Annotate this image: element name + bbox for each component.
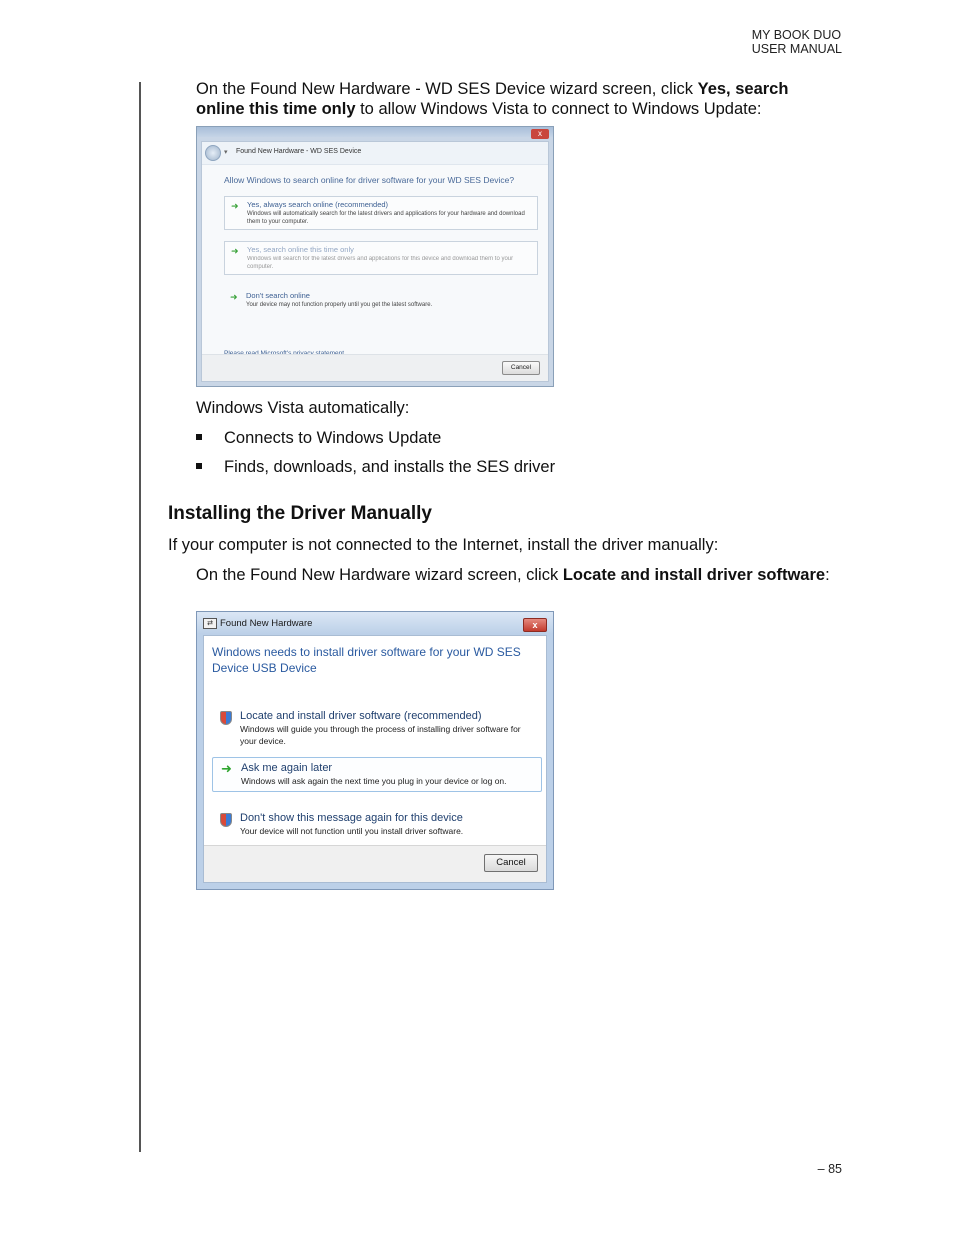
running-header (752, 28, 842, 56)
vista-auto-text: Windows Vista automatically: (196, 399, 410, 417)
page-number: – 85 (817, 1162, 842, 1176)
option-title: Don't search online (246, 291, 310, 300)
option-title: Ask me again later (241, 762, 333, 774)
option-title: Yes, search online this time only (247, 245, 354, 254)
dialog-footer (204, 845, 546, 882)
bullet-text: Finds, downloads, and installs the SES driver (224, 458, 556, 476)
green-arrow-icon: ➜ (231, 246, 239, 256)
dialog-body (201, 141, 549, 382)
option-description: Your device will not function until you install driver software. (240, 826, 464, 836)
back-button-icon[interactable] (205, 145, 221, 161)
option-dont-show[interactable] (212, 808, 542, 841)
header-doc-type: USER MANUAL (751, 42, 842, 56)
bullet-icon (196, 463, 202, 469)
shield-icon (220, 711, 232, 725)
header-product: MY BOOK DUO (751, 28, 842, 42)
option-always-search[interactable] (224, 196, 538, 230)
window-title: Found New Hardware (220, 618, 313, 629)
screenshot-found-new-hardware-dialog (196, 611, 554, 890)
screenshot-search-online-dialog (196, 126, 554, 387)
dialog-body (203, 635, 547, 883)
dropdown-arrow-icon: ▾ (224, 149, 228, 156)
cancel-button[interactable]: Cancel (502, 361, 540, 375)
close-icon[interactable]: x (531, 129, 549, 139)
locate-text: On the Found New Hardware wizard screen, click (196, 566, 563, 584)
window-frame (197, 127, 553, 137)
intro-text: On the Found New Hardware - WD SES Device wizard screen, click (196, 80, 698, 98)
option-search-this-time[interactable] (224, 241, 538, 275)
hardware-icon: ⇄ (203, 618, 217, 629)
bullet-text: Connects to Windows Update (224, 429, 442, 447)
cancel-button[interactable]: Cancel (484, 854, 538, 872)
wizard-title: Found New Hardware - WD SES Device (236, 148, 362, 155)
green-arrow-icon: ➜ (230, 292, 238, 302)
intro-text-end: to allow Windows Vista to connect to Windows Update: (355, 100, 762, 118)
window-titlebar (197, 612, 553, 634)
wizard-question: Allow Windows to search online for driver software for your WD SES Device? (224, 175, 515, 185)
option-description: Your device may not function properly until you get the latest software. (246, 302, 433, 308)
dialog-footer (202, 354, 548, 381)
option-title: Don't show this message again for this device (240, 812, 463, 824)
bullet-item (196, 428, 441, 448)
option-description: Windows will guide you through the process of installing driver software for your device. (240, 724, 521, 746)
locate-text-end: : (825, 566, 830, 584)
dialog-heading: Windows needs to install driver software for your WD SES Device USB Device (212, 645, 521, 675)
intro-paragraph (196, 79, 836, 119)
option-dont-search[interactable] (224, 288, 538, 312)
wizard-titlebar (202, 142, 548, 165)
locate-bold-option: Locate and install driver software (562, 566, 826, 584)
option-description: Windows will ask again the next time you plug in your device or log on. (241, 776, 507, 786)
bullet-item (196, 457, 555, 477)
option-ask-later[interactable] (212, 757, 542, 792)
bullet-icon (196, 434, 202, 440)
option-description: Windows will automatically search for the latest drivers and applications for your hardware and download them to your computer. (247, 211, 525, 225)
close-icon[interactable]: x (523, 618, 547, 632)
green-arrow-icon: ➜ (221, 761, 232, 776)
manual-paragraph: If your computer is not connected to the Internet, install the driver manually: (168, 536, 719, 554)
option-description: Windows will search for the latest drivers and applications for this device and download them to your computer. (247, 256, 514, 270)
option-title: Locate and install driver software (recommended) (240, 710, 482, 722)
shield-icon (220, 813, 232, 827)
option-title: Yes, always search online (recommended) (247, 200, 389, 209)
locate-paragraph (196, 565, 836, 585)
margin-rule (139, 82, 141, 1152)
option-locate-install[interactable] (212, 706, 542, 751)
intro-bold-option: Yes, search online this time only (196, 80, 789, 118)
section-heading: Installing the Driver Manually (168, 503, 432, 524)
green-arrow-icon: ➜ (231, 201, 239, 211)
